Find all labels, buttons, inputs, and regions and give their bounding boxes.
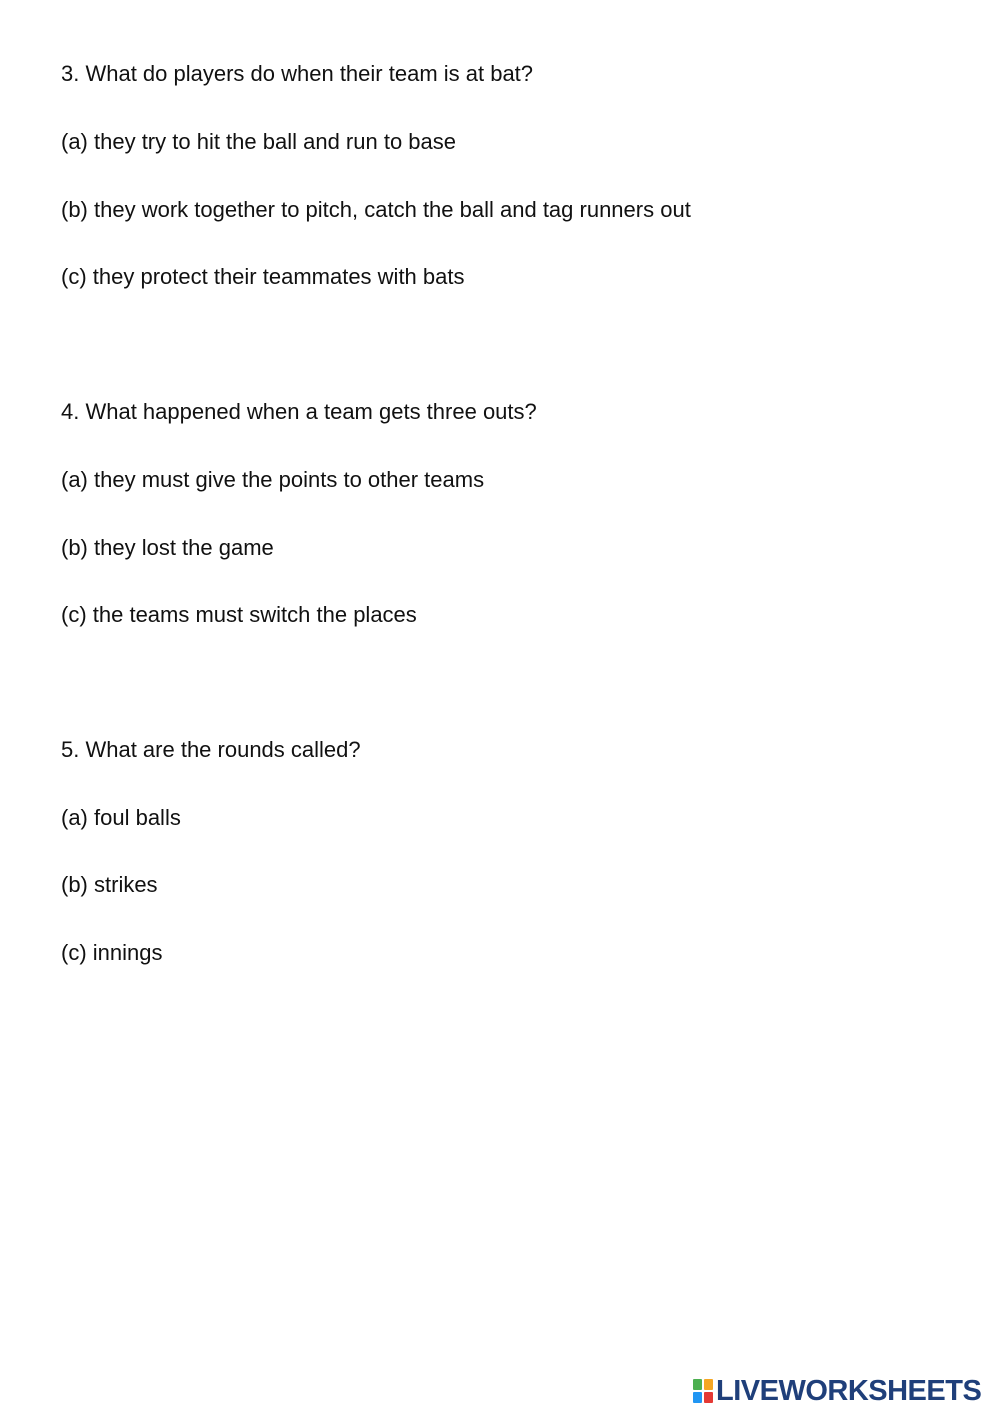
question-5-option-c: (c) innings [61, 940, 163, 965]
question-3-option-a: (a) they try to hit the ball and run to base [61, 129, 457, 154]
liveworksheets-logo-text: LIVEWORKSHEETS [716, 1375, 982, 1407]
liveworksheets-logo-icon [693, 1379, 713, 1403]
question-5: 5. What are the rounds called? [61, 737, 361, 762]
question-4-option-a: (a) they must give the points to other teams [61, 467, 485, 492]
liveworksheets-logo [693, 1373, 981, 1409]
question-5-option-a: (a) foul balls [61, 805, 181, 830]
question-4-option-b: (b) they lost the game [61, 535, 274, 560]
question-3-option-c: (c) they protect their teammates with bats [61, 264, 465, 289]
question-3: 3. What do players do when their team is at bat? [61, 61, 534, 86]
question-4: 4. What happened when a team gets three outs? [61, 399, 537, 424]
question-5-option-b: (b) strikes [61, 872, 158, 897]
question-3-option-b: (b) they work together to pitch, catch the ball and tag runners out [61, 197, 691, 222]
question-4-option-c: (c) the teams must switch the places [61, 602, 417, 627]
